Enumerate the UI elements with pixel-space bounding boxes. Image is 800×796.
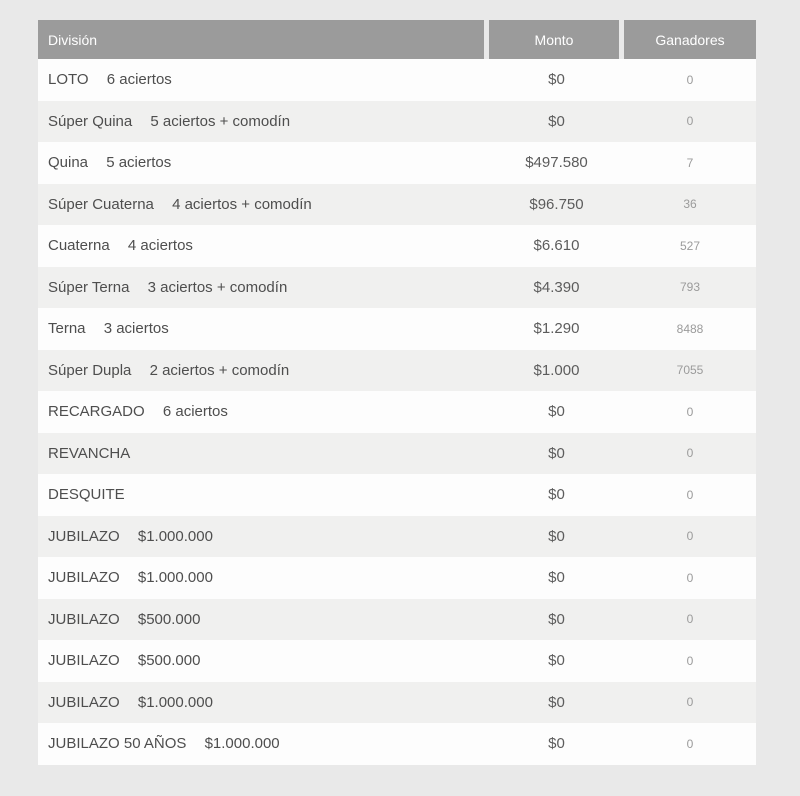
division-cell: [38, 528, 489, 545]
division-cell: [38, 113, 489, 130]
table-row: [38, 101, 756, 143]
ganadores-cell: 0: [686, 570, 694, 585]
division-name: JUBILAZO: [48, 527, 120, 545]
division-name: JUBILAZO: [48, 569, 120, 587]
monto-cell: $0: [548, 527, 565, 545]
column-header-monto: Monto: [489, 20, 619, 59]
table-row: [38, 474, 756, 516]
division-name: Súper Dupla: [48, 361, 132, 379]
monto-cell: $0: [548, 569, 565, 587]
division-cell: [38, 486, 489, 503]
table-row: [38, 557, 756, 599]
monto-cell: $1.290: [533, 320, 580, 338]
division-name: Terna: [48, 320, 86, 338]
monto-cell: $0: [548, 444, 565, 462]
table-row: [38, 723, 756, 765]
monto-cell: $0: [548, 112, 565, 130]
division-cell: [38, 362, 489, 379]
monto-cell: $96.750: [529, 195, 584, 213]
ganadores-cell: 0: [686, 653, 694, 668]
division-detail: $1.000.000: [137, 569, 213, 587]
division-detail: 4 aciertos + comodín: [172, 195, 312, 213]
division-detail: 6 aciertos: [162, 403, 228, 421]
ganadores-cell: 0: [686, 72, 694, 87]
division-name: Quina: [48, 154, 89, 172]
monto-cell: $0: [548, 403, 565, 421]
table-row: [38, 142, 756, 184]
ganadores-cell: 793: [679, 280, 701, 295]
division-cell: [38, 71, 489, 88]
division-cell: [38, 403, 489, 420]
division-cell: [38, 652, 489, 669]
table-row: [38, 640, 756, 682]
division-detail: $1.000.000: [137, 527, 213, 545]
division-detail: 6 aciertos: [106, 71, 172, 89]
division-name: RECARGADO: [48, 403, 145, 421]
table-row: [38, 350, 756, 392]
division-cell: [38, 611, 489, 628]
division-detail: $1.000.000: [204, 735, 280, 753]
monto-cell: $0: [548, 652, 565, 670]
column-header-division: División: [38, 20, 484, 59]
ganadores-cell: 0: [686, 114, 694, 129]
table-row: [38, 391, 756, 433]
prize-divisions-table: [38, 20, 756, 765]
ganadores-cell: 0: [686, 446, 694, 461]
division-name: JUBILAZO: [48, 693, 120, 711]
division-cell: [38, 320, 489, 337]
ganadores-cell: 8488: [676, 321, 704, 336]
division-name: Súper Quina: [48, 112, 133, 130]
ganadores-cell: 0: [686, 612, 694, 627]
ganadores-cell: 7055: [676, 363, 704, 378]
ganadores-cell: 0: [686, 695, 694, 710]
division-name: JUBILAZO: [48, 652, 120, 670]
division-name: Cuaterna: [48, 237, 110, 255]
monto-cell: $0: [548, 735, 565, 753]
monto-cell: $497.580: [525, 154, 588, 172]
division-cell: [38, 445, 489, 462]
division-detail: 5 aciertos: [106, 154, 172, 172]
table-row: [38, 267, 756, 309]
monto-cell: $0: [548, 71, 565, 89]
ganadores-cell: 0: [686, 529, 694, 544]
division-name: Súper Cuaterna: [48, 195, 154, 213]
division-name: DESQUITE: [48, 486, 125, 504]
ganadores-cell: 0: [686, 404, 694, 419]
division-detail: 3 aciertos + comodín: [147, 278, 288, 296]
division-cell: [38, 279, 489, 296]
division-cell: [38, 196, 489, 213]
monto-cell: $0: [548, 693, 565, 711]
monto-cell: $0: [548, 486, 565, 504]
division-detail: $1.000.000: [137, 693, 213, 711]
division-detail: 2 aciertos + comodín: [149, 361, 290, 379]
division-cell: [38, 569, 489, 586]
division-cell: [38, 735, 489, 752]
division-cell: [38, 694, 489, 711]
ganadores-cell: 0: [686, 487, 694, 502]
division-name: REVANCHA: [48, 444, 131, 462]
monto-cell: $0: [548, 610, 565, 628]
monto-cell: $1.000: [533, 361, 580, 379]
table-row: [38, 59, 756, 101]
division-detail: $500.000: [137, 652, 201, 670]
division-cell: [38, 154, 489, 171]
division-name: LOTO: [48, 71, 89, 89]
monto-cell: $6.610: [533, 237, 580, 255]
table-row: [38, 516, 756, 558]
division-name: JUBILAZO: [48, 610, 120, 628]
column-header-ganadores: Ganadores: [624, 20, 756, 59]
table-header-row: [38, 20, 756, 59]
division-cell: [38, 237, 489, 254]
table-row: [38, 184, 756, 226]
table-row: [38, 599, 756, 641]
table-body: [38, 59, 756, 765]
table-row: [38, 225, 756, 267]
ganadores-cell: 7: [686, 155, 694, 170]
division-detail: 5 aciertos + comodín: [150, 112, 291, 130]
division-name: Súper Terna: [48, 278, 130, 296]
division-detail: $500.000: [137, 610, 201, 628]
division-detail: 4 aciertos: [127, 237, 193, 255]
table-row: [38, 308, 756, 350]
table-row: [38, 433, 756, 475]
monto-cell: $4.390: [533, 278, 580, 296]
division-detail: 3 aciertos: [103, 320, 169, 338]
table-row: [38, 682, 756, 724]
ganadores-cell: 527: [679, 238, 701, 253]
division-name: JUBILAZO 50 AÑOS: [48, 735, 187, 753]
ganadores-cell: 0: [686, 736, 694, 751]
ganadores-cell: 36: [683, 197, 697, 212]
